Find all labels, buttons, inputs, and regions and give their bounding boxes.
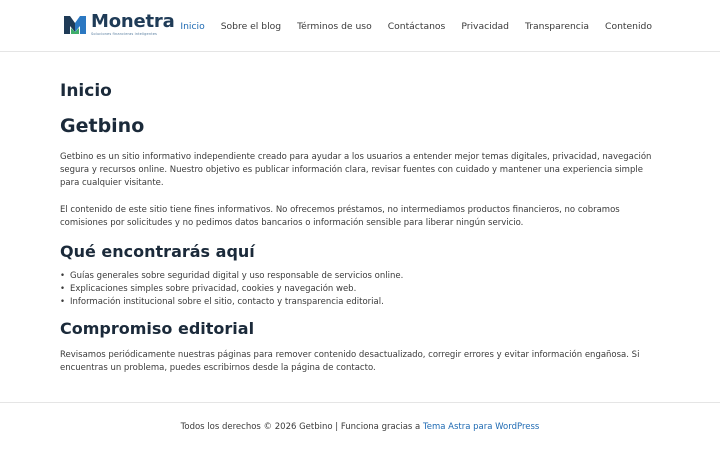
intro-paragraph: Getbino es un sitio informativo independiente creado para ayudar a los usuarios a entender mejor temas digitales, privacidad, navegación segura y recursos online. Nuestro objetivo es publicar información clara, revisar fuentes con cuidado y mantener una experiencia simple para cualquier visitante. <box>60 152 652 189</box>
nav-link-transparencia[interactable]: Transparencia <box>525 20 590 32</box>
editorial-paragraph: Revisamos periódicamente nuestras páginas para remover contenido desactualizado, corregir errores y evitar información engañosa. Si encuentras un problema, puedes escribirnos desde la página de contacto. <box>60 349 640 373</box>
nav-link-contactanos[interactable]: Contáctanos <box>387 20 446 32</box>
nav-link-privacidad[interactable]: Privacidad <box>461 20 510 32</box>
nav-link-sobre-el-blog[interactable]: Sobre el blog <box>220 20 282 32</box>
disclaimer-paragraph: El contenido de este sitio tiene fines informativos. No ofrecemos préstamos, no intermediamos productos financieros, no cobramos comisiones por solicitudes y no pedimos datos bancarios o información sensible para liberar ningún servicio. <box>60 204 620 228</box>
main-navigation <box>180 0 652 52</box>
monetra-logo-icon <box>62 13 88 37</box>
footer-copyright <box>181 422 540 432</box>
nav-link-contenido[interactable]: Contenido <box>605 20 652 32</box>
feature-list <box>60 270 660 310</box>
nav-link-terminos-de-uso[interactable]: Términos de uso <box>297 20 372 32</box>
list-item: • Explicaciones simples sobre privacidad, cookies y navegación web. <box>70 283 660 296</box>
logo-tagline: Soluciones financieras inteligentes <box>91 32 157 37</box>
site-footer <box>0 402 720 450</box>
page-title: Inicio <box>60 81 112 101</box>
site-title: Getbino <box>60 115 145 137</box>
site-header <box>0 0 720 52</box>
footer-copyright-text: Todos los derechos © 2026 Getbino | Funciona gracias a <box>180 421 423 432</box>
section-title-que-encontraras: Qué encontrarás aquí <box>60 242 255 262</box>
main-content <box>60 80 660 375</box>
list-item: • Guías generales sobre seguridad digital y uso responsable de servicios online. <box>70 270 660 283</box>
section-title-compromiso-editorial: Compromiso editorial <box>60 318 255 338</box>
list-item: • Información institucional sobre el sitio, contacto y transparencia editorial. <box>70 296 660 309</box>
logo-name: Monetra <box>91 11 175 33</box>
site-logo[interactable] <box>62 11 175 39</box>
nav-link-inicio[interactable]: Inicio <box>180 20 205 32</box>
footer-theme-link[interactable]: Tema Astra para WordPress <box>422 421 540 432</box>
